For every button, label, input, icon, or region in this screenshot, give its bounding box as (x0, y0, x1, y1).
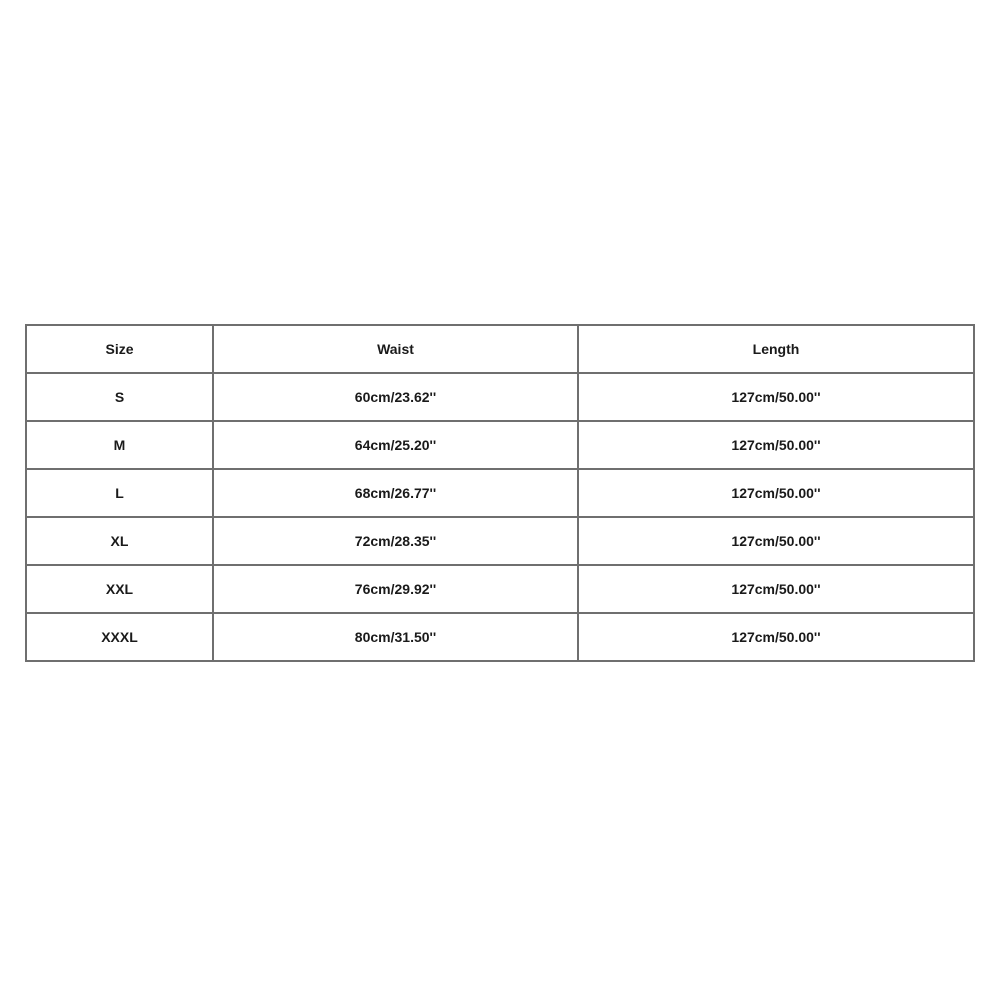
cell-size: S (26, 373, 213, 421)
table-header (26, 325, 974, 373)
size-chart-table (25, 324, 975, 662)
cell-length: 127cm/50.00'' (578, 421, 974, 469)
cell-waist: 80cm/31.50'' (213, 613, 578, 661)
cell-size: L (26, 469, 213, 517)
table-body (26, 373, 974, 661)
cell-length: 127cm/50.00'' (578, 517, 974, 565)
table-row (26, 517, 974, 565)
table-row (26, 373, 974, 421)
cell-size: XXL (26, 565, 213, 613)
cell-size: XXXL (26, 613, 213, 661)
cell-length: 127cm/50.00'' (578, 613, 974, 661)
header-length: Length (578, 325, 974, 373)
cell-waist: 60cm/23.62'' (213, 373, 578, 421)
table-row (26, 613, 974, 661)
cell-length: 127cm/50.00'' (578, 565, 974, 613)
cell-length: 127cm/50.00'' (578, 469, 974, 517)
table-row (26, 421, 974, 469)
cell-waist: 64cm/25.20'' (213, 421, 578, 469)
table-header-row (26, 325, 974, 373)
cell-waist: 72cm/28.35'' (213, 517, 578, 565)
cell-length: 127cm/50.00'' (578, 373, 974, 421)
header-size: Size (26, 325, 213, 373)
cell-size: XL (26, 517, 213, 565)
table-row (26, 469, 974, 517)
header-waist: Waist (213, 325, 578, 373)
cell-waist: 68cm/26.77'' (213, 469, 578, 517)
cell-waist: 76cm/29.92'' (213, 565, 578, 613)
table-row (26, 565, 974, 613)
cell-size: M (26, 421, 213, 469)
